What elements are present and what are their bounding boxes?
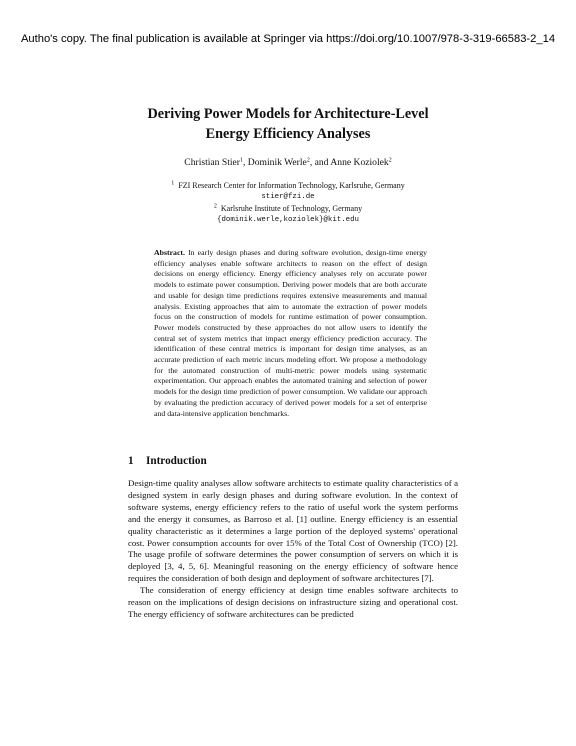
paragraph: The consideration of energy efficiency at design time enables software architects to reason on the implications of design decisions on infrastructure sizing and operational cost. The energy efficiency of software architectures can be predicted: [128, 585, 458, 619]
abstract: [154, 248, 427, 419]
copyright-banner: Autho's copy. The final publication is available at Springer via https://doi.org/10.1007/978-3-319-66583-2_14: [20, 33, 556, 45]
section-heading-introduction: [128, 455, 207, 467]
affiliation-1-email: stier@fzi.de: [261, 192, 315, 201]
author-3: Anne Koziolek$^2$: [330, 157, 392, 168]
affiliation-1: $^1$ FZI Research Center for Information Technology, Karlsruhe, Germany: [171, 180, 405, 190]
section-title: Introduction: [146, 455, 207, 467]
section-number: 1: [128, 455, 134, 467]
affiliation-2-email: {dominik.werle,koziolek}@kit.edu: [217, 215, 359, 224]
abstract-text: In early design phases and during software evolution, design-time energy efficiency analyses enable software architects to reason on the effect of design decisions on energy efficiency. Energy efficiency analyses rely on accurate power models to estimate power consumption. Deriving power models that are both accurate and usable for design time predictions requires extensive measurements and manual analysis. Existing approaches that aim to automate the extraction of power models focus on the construction of models for runtime estimation of power consumption. Power models constructed by these approaches do not allow users to identify the central set of system metrics that impact energy efficiency prediction accuracy. The identification of these central metrics is important for design time analyses, as an accurate prediction of each metric incurs modeling effort. We propose a methodology for the automated construction of multi-metric power models using systematic experimentation. Our approach enables the automated training and selection of power models for the design time prediction of power consumption. We validate our approach by evaluating the prediction accuracy of derived power models for a set of enterprise and data-intensive application benchmarks.: [154, 248, 427, 418]
title-line-2: Energy Efficiency Analyses: [205, 126, 371, 142]
paragraph: Design-time quality analyses allow software architects to estimate quality characteristics of a designed system in early design phases and during software evolution. In the context of software systems, energy efficiency refers to the ratio of useful work the system performs and the energy it consumes, as Barroso et al. [1] outline. Energy efficiency is an essential quality characteristic as it determines a large portion of the deployed systems' operational cost. Power consumption accounts for over 15% of the Total Cost of Ownership (TCO) [2]. The usage profile of software determines the power consumption of servers on which it is deployed [3, 4, 5, 6]. Meaningful reasoning on the energy efficiency of software hence requires the consideration of both design and deployment of software architectures [7].: [128, 478, 458, 584]
author-2: Dominik Werle$^2$, and: [247, 157, 331, 168]
author-1: Christian Stier$^1$,: [184, 157, 248, 168]
title-line-1: Deriving Power Models for Architecture-Level: [147, 106, 429, 122]
affiliation-2: $^2$ Karlsruhe Institute of Technology, Germany: [213, 203, 363, 213]
abstract-label: Abstract.: [154, 248, 185, 257]
paper-title: [0, 104, 576, 144]
author-list: [0, 157, 576, 168]
introduction-body: [128, 478, 458, 621]
affiliations: [0, 180, 576, 226]
